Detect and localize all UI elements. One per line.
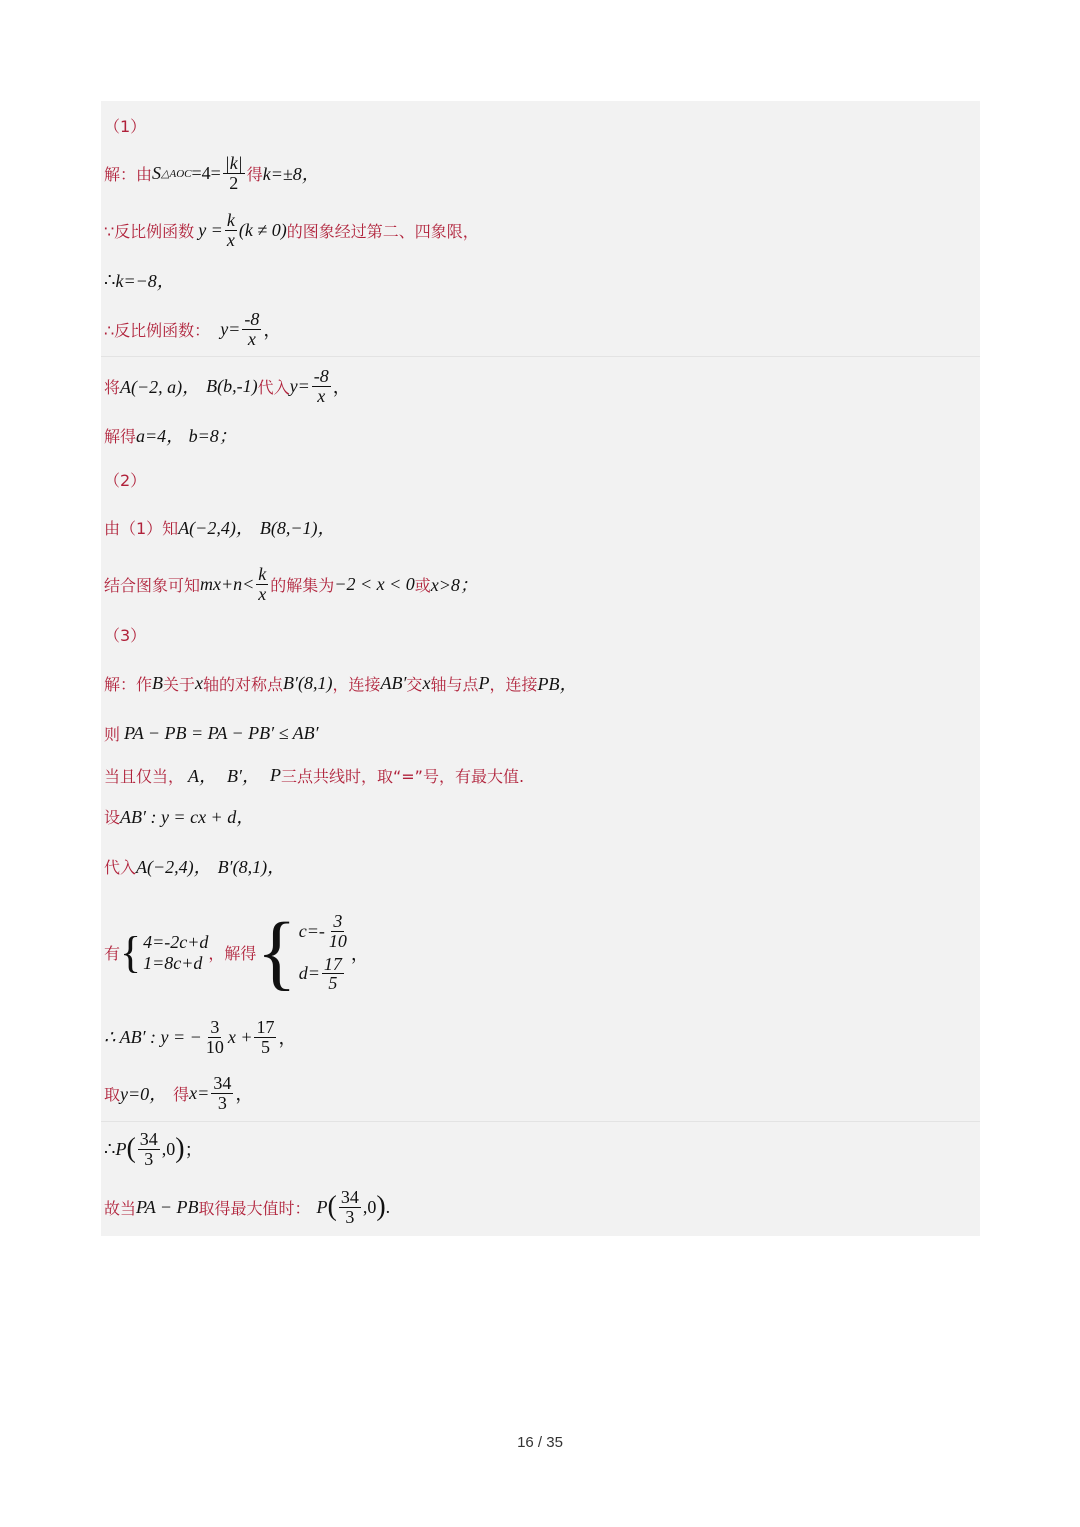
step-line-result <box>104 1016 297 1057</box>
step-text: 解：作 <box>104 674 153 694</box>
step-text: 取得最大值时： <box>198 1198 311 1218</box>
part-1-label: （1） <box>104 116 147 136</box>
step-text: 故当 <box>104 1198 137 1218</box>
step-text: 解得 <box>104 426 137 446</box>
step-text: 代入 <box>104 857 137 877</box>
math-y: y= <box>220 318 241 339</box>
step-area-k <box>104 152 320 193</box>
math-ineq: mx+n< <box>200 573 255 594</box>
step-text: 解：由 <box>104 164 153 184</box>
step-k-neg8 <box>104 263 175 297</box>
step-conclusion <box>104 1186 391 1227</box>
math-range: −2 < x < 0 <box>334 573 415 594</box>
math-Bprime: B′， <box>227 766 260 786</box>
semicolon: ； <box>184 1140 203 1160</box>
fraction-34-3: $\frac{34}{3}$ <box>340 1186 359 1227</box>
step-text: 轴与点 <box>430 674 479 694</box>
period: . <box>385 1196 391 1217</box>
step-text: ∴反比例函数： <box>104 320 211 340</box>
math-line-a: ∴ AB′ : y = − <box>104 1026 202 1047</box>
step-line-def <box>104 799 254 833</box>
part-3-label: （3） <box>104 625 147 645</box>
step-text: 轴的对称点 <box>203 674 284 694</box>
step-symmetric <box>104 666 577 700</box>
math-P: P <box>478 672 490 693</box>
fraction-3-10: $\frac{3}{10}$ <box>205 1016 224 1057</box>
step-substitute <box>104 365 351 406</box>
step-collinear <box>104 758 524 792</box>
math-A: A(−2,4)， <box>136 857 212 877</box>
math-ABprime: AB′ <box>380 672 407 693</box>
comma: ， <box>235 1084 254 1104</box>
step-inequality <box>104 716 319 750</box>
step-function <box>104 308 282 349</box>
therefore: ∴ <box>104 1138 116 1159</box>
math-y: y= <box>289 375 310 396</box>
equation-2: 1=8c+d <box>143 952 203 973</box>
paren-open: ( <box>126 1133 136 1164</box>
solution-system: c=- $\frac{3}{10}$ d= $\frac{17}{5}$ <box>298 910 347 994</box>
step-text: 当且仅当， <box>104 766 185 786</box>
math-S: S <box>152 162 162 183</box>
paren-open: ( <box>327 1191 337 1222</box>
step-text: 关于 <box>163 674 196 694</box>
step-text: 设 <box>104 807 121 827</box>
math-range2: x>8； <box>430 575 478 595</box>
math-Bprime: B′(8,1) <box>283 672 333 693</box>
math-y-eq: y = <box>198 219 223 240</box>
math-B: B <box>152 672 164 693</box>
math-k-value: k=±8， <box>262 164 320 184</box>
step-text: ∵反比例函数 <box>104 221 195 241</box>
fraction-17-5: $\frac{17}{5}$ <box>323 953 342 994</box>
step-text: ，解得 <box>208 944 257 963</box>
comma: ， <box>278 1028 297 1048</box>
math-k-result: k=−8， <box>115 271 175 291</box>
math-P: P <box>269 764 281 785</box>
step-text: 得 <box>173 1084 190 1104</box>
step-text: ，连接 <box>489 674 538 694</box>
fraction-k-x: $\frac{k}{x}$ <box>258 563 267 604</box>
math-eq: =4= <box>191 162 221 183</box>
fraction-3-10: $\frac{3}{10}$ <box>328 910 347 951</box>
math-B: B(b,-1) <box>206 375 258 396</box>
fraction-17-5: $\frac{17}{5}$ <box>256 1016 275 1057</box>
step-text: 结合图象可知 <box>104 575 201 595</box>
step-text: 有 <box>104 944 121 963</box>
step-text: 三点共线时，取“=”号，有最大值. <box>280 766 525 786</box>
step-text: 得 <box>246 164 263 184</box>
math-line: AB′ : y = cx + d， <box>120 807 255 827</box>
step-x-intercept <box>104 1072 254 1113</box>
step-text: 由（1）知 <box>104 518 179 538</box>
math-ab-values: a=4， b=8； <box>136 426 237 446</box>
math-A: A， <box>188 766 218 786</box>
math-PB: PB， <box>537 674 578 694</box>
fraction-m8-x: $\frac{-8}{x}$ <box>244 308 260 349</box>
step-solution-set <box>104 563 478 604</box>
equation-1: 4=-2c+d <box>143 931 209 952</box>
section-divider <box>101 356 980 357</box>
equation-system <box>143 932 208 974</box>
math-xplus: x + <box>227 1026 253 1047</box>
paren-close: ) <box>175 1133 185 1164</box>
step-text: 的图象经过第二、四象限， <box>286 221 479 241</box>
step-ab <box>104 418 237 452</box>
step-text: 代入 <box>257 377 290 397</box>
math-zero: ,0 <box>161 1138 176 1159</box>
math-P: P <box>115 1138 127 1159</box>
fraction-m8-x: $\frac{-8}{x}$ <box>313 365 329 406</box>
step-text: 则 <box>104 724 121 744</box>
fraction-k-x: $\frac{k}{x}$ <box>226 209 235 250</box>
comma: ， <box>350 943 369 964</box>
fraction-34-3: $\frac{34}{3}$ <box>213 1072 232 1113</box>
math-x-eq: x= <box>189 1082 210 1103</box>
step-points <box>104 510 335 544</box>
math-S-sub: △AOC <box>161 167 192 180</box>
step-text: 的解集为 <box>270 575 335 595</box>
math-y0: y=0， <box>120 1084 168 1104</box>
section-divider <box>101 1121 980 1122</box>
fraction-absk-2: $\frac{|k|}{2}$ <box>224 152 243 193</box>
math-A: A(−2, a)， <box>120 377 201 397</box>
fraction-34-3: $\frac{34}{3}$ <box>139 1128 158 1169</box>
math-P: P <box>316 1196 328 1217</box>
paren-close: ) <box>376 1191 386 1222</box>
math-zero: ,0 <box>362 1196 377 1217</box>
part-2-label: （2） <box>104 470 147 490</box>
left-brace: { <box>120 927 142 977</box>
math-PA-PB: PA − PB <box>136 1196 199 1217</box>
step-text: 取 <box>104 1084 121 1104</box>
step-quadrants <box>104 209 479 250</box>
comma: ， <box>332 377 351 397</box>
step-text: 交 <box>406 674 423 694</box>
step-point-P <box>104 1128 203 1169</box>
math-Bprime: B′(8,1)， <box>217 857 286 877</box>
math-k-neq-0: (k ≠ 0) <box>238 219 287 240</box>
page-number: 16 / 35 <box>517 1434 563 1451</box>
step-sub-points <box>104 849 285 883</box>
step-text: 或 <box>414 575 431 595</box>
therefore: ∴ <box>104 269 116 290</box>
math-A: A(−2,4)， <box>178 518 254 538</box>
step-system <box>104 905 369 1000</box>
math-x: x <box>422 672 431 693</box>
step-text: ，连接 <box>332 674 381 694</box>
math-x: x <box>195 672 204 693</box>
comma: ， <box>263 320 282 340</box>
math-B: B(8,−1)， <box>259 518 336 538</box>
math-inequality: PA − PB = PA − PB′ ≤ AB′ <box>124 722 319 743</box>
left-brace: { <box>256 905 297 999</box>
step-text: 将 <box>104 377 121 397</box>
